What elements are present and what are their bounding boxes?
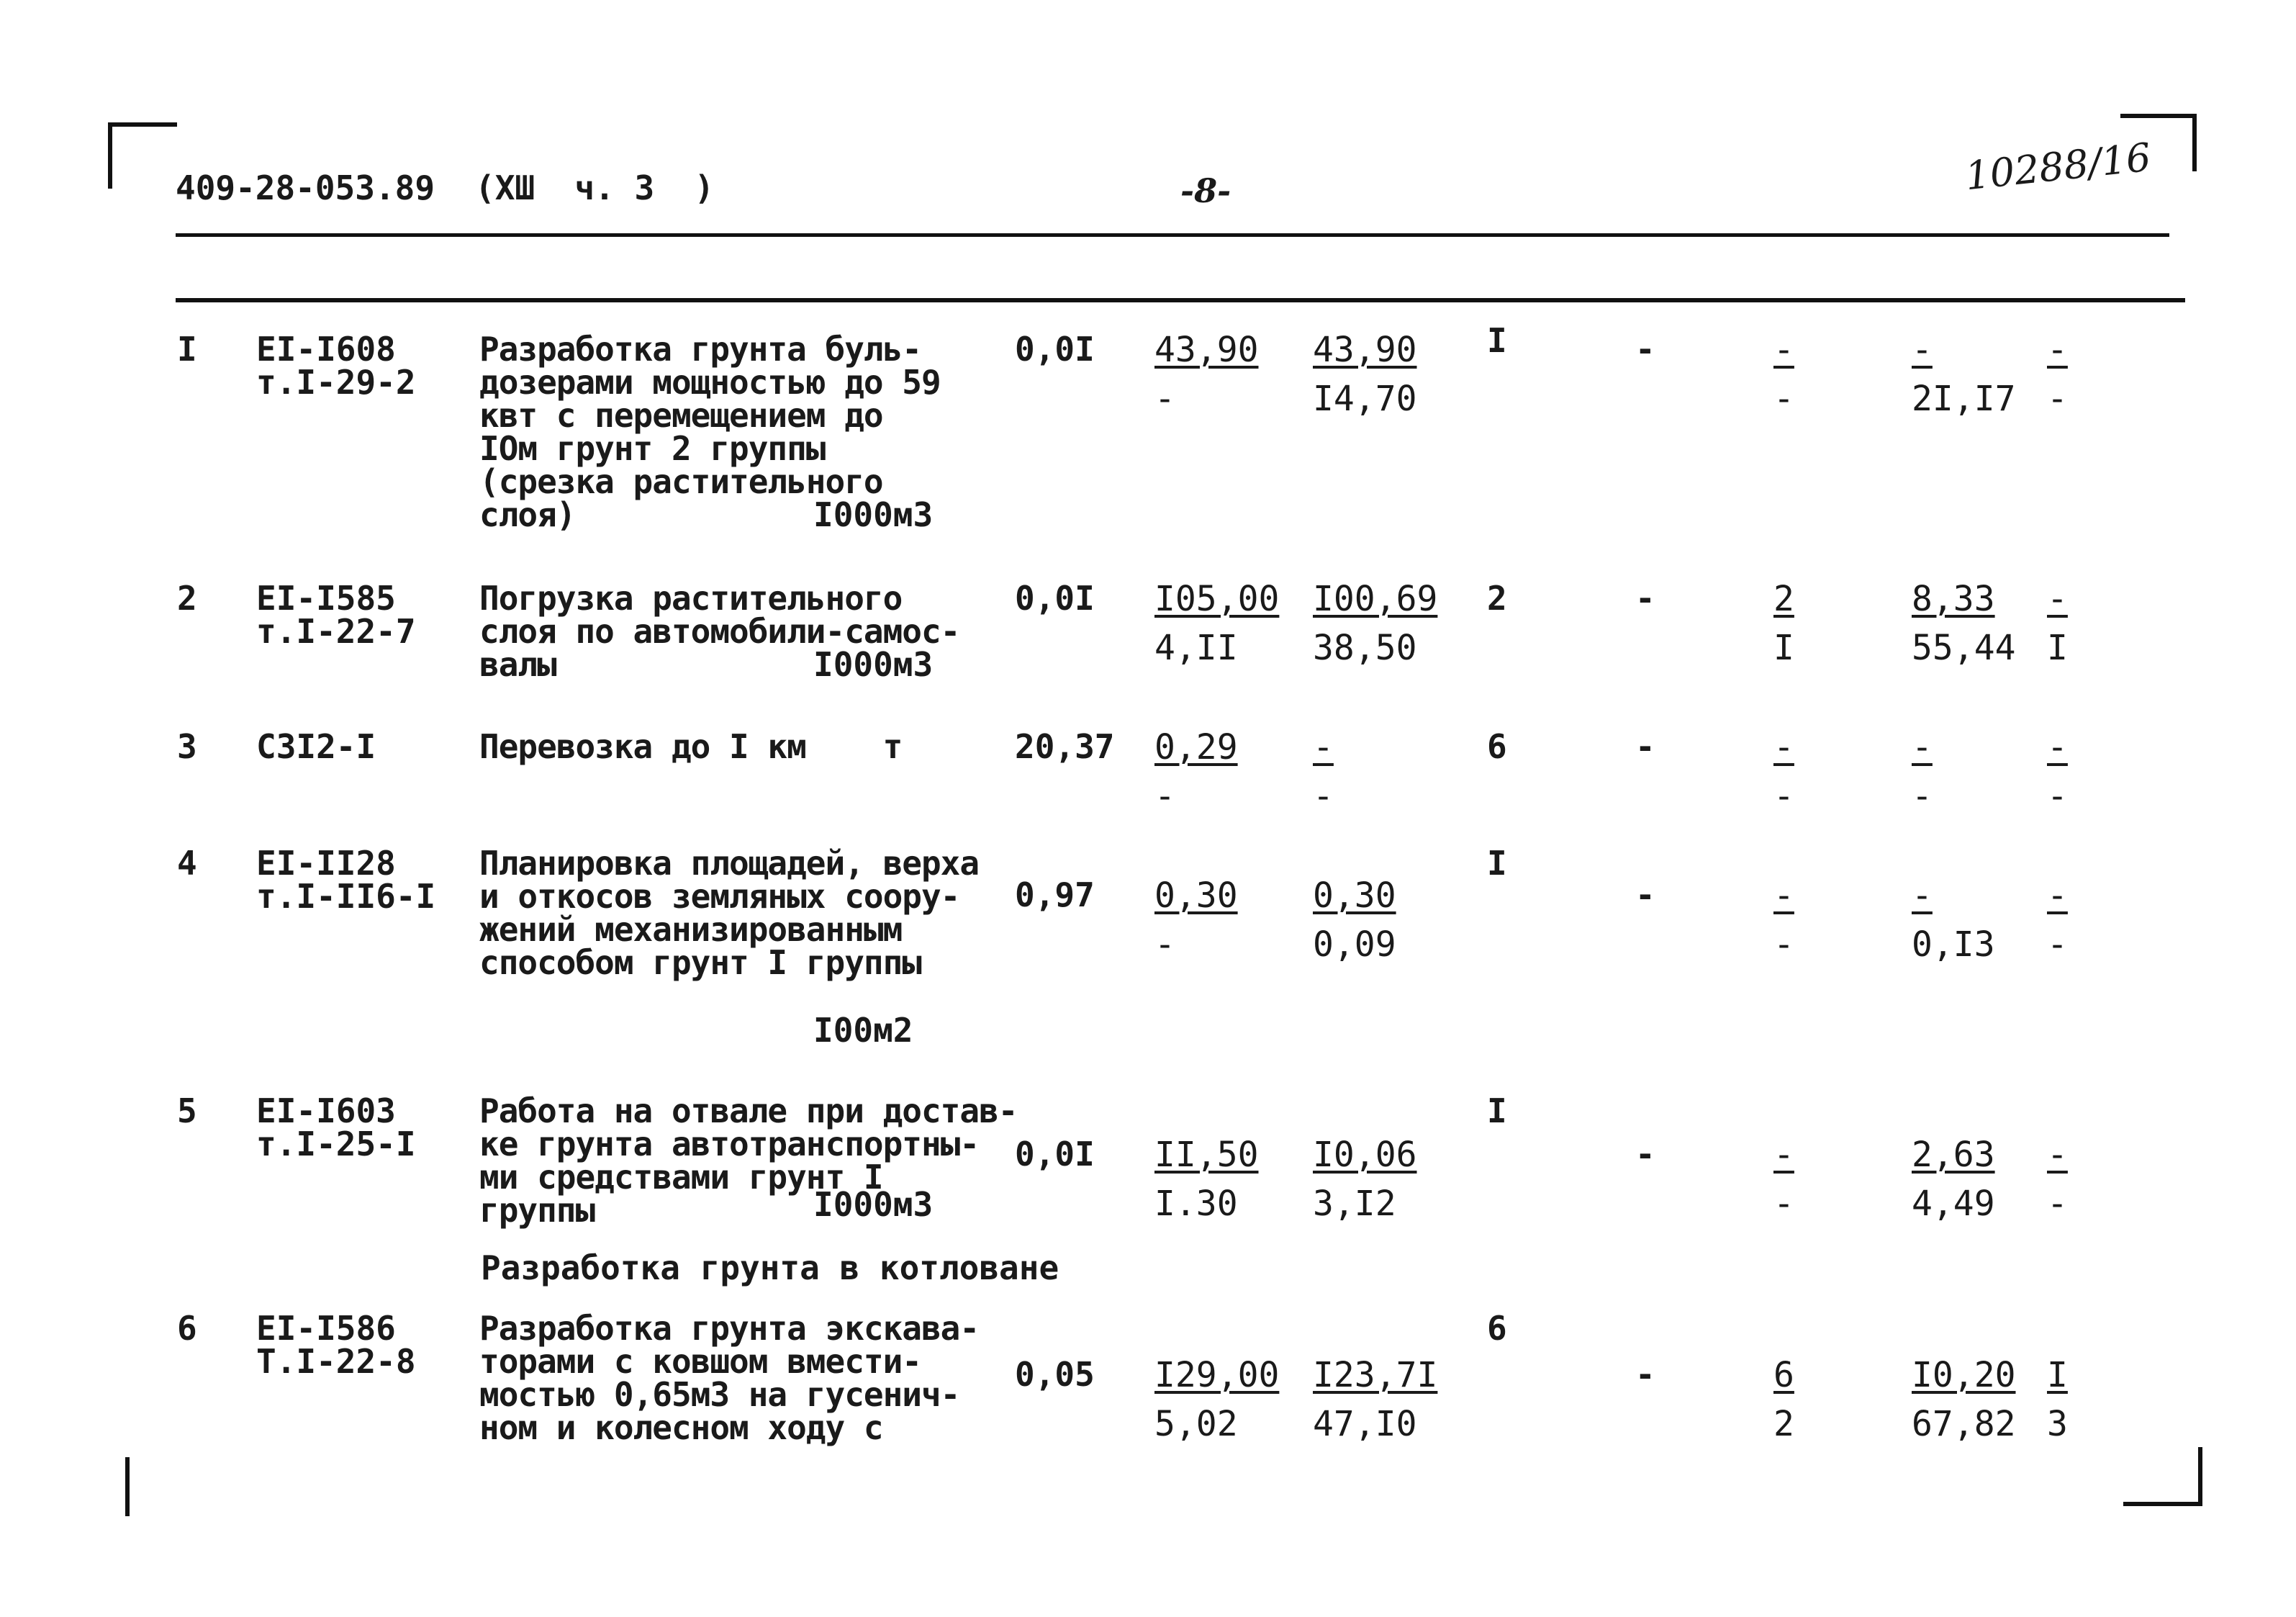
cost-c5-numerator: 2 [1773,579,1794,619]
cost-c1 [1154,579,1280,668]
dash-cell: - [1635,330,1655,369]
cost-c2-numerator: I0,06 [1313,1135,1417,1175]
quantity: 0,0I [1015,330,1095,369]
dash-cell: - [1635,579,1655,618]
cost-c6-denominator: - [1912,776,1933,816]
measure-unit: I00м2 [813,1011,913,1050]
cost-c6-numerator: 2,63 [1912,1135,1995,1175]
cost-c2-denominator: I4,70 [1313,379,1417,419]
cost-c5 [1773,1355,1794,1444]
row-number: 4 [177,844,197,883]
row-number: 2 [177,579,197,618]
rate-code: C3I2-I [256,727,376,766]
work-description: Работа на отвале при достав- ке грунта автотранспортны- ми средствами грунт I группы [479,1091,1018,1230]
cost-c1 [1154,1355,1280,1444]
cost-c6-numerator: - [1912,727,1933,767]
cost-c2 [1313,1135,1417,1224]
cost-c2 [1313,1355,1438,1444]
cost-c7 [2047,330,2068,419]
category-code: I [1487,321,1507,360]
frame-corner-bottom-right [2198,1447,2202,1506]
cost-c1-denominator: 4,II [1154,628,1238,668]
cost-c2-denominator: - [1313,776,1334,816]
rate-code: EI-I586 [256,1309,396,1348]
rate-code: EI-I603 [256,1091,396,1130]
frame-corner-top-left [108,122,112,189]
quantity: 0,0I [1015,579,1095,618]
cost-c6 [1912,875,1995,965]
rate-reference: т.I-25-I [256,1125,416,1163]
cost-c6-denominator: 55,44 [1912,628,2016,668]
rate-reference: т.I-29-2 [256,363,416,402]
cost-c7-numerator: - [2047,727,2068,767]
cost-c2 [1313,727,1334,816]
cost-c7-denominator: - [2047,1184,2068,1224]
cost-c5-numerator: - [1773,330,1794,370]
frame-corner-bottom-right-h [2123,1502,2202,1506]
cost-c6-denominator: 0,I3 [1912,924,1995,965]
dash-cell: - [1635,727,1655,766]
cost-c1-denominator: I.30 [1154,1184,1238,1224]
cost-c2 [1313,330,1417,419]
cost-c7-numerator: - [2047,330,2068,370]
cost-c6 [1912,1135,1995,1224]
page-number: -8- [1180,171,1231,210]
cost-c2-denominator: 3,I2 [1313,1184,1396,1224]
cost-c5-numerator: 6 [1773,1355,1794,1395]
work-description: Разработка грунта буль- дозерами мощностью до 59 квт с перемещением до IОм грунт 2 группы (срезка растительного слоя) [479,330,941,534]
cost-c7 [2047,727,2068,816]
cost-c6-numerator: - [1912,875,1933,916]
frame-corner-top-right-h [2120,114,2197,118]
document-code: 409-28-053.89 [176,168,435,207]
cost-c5 [1773,579,1794,668]
rate-code: EI-II28 [256,844,396,883]
cost-c5-denominator: I [1773,628,1794,668]
cost-c7-denominator: - [2047,776,2068,816]
work-description: Перевозка до I км т [479,727,903,766]
dash-cell: - [1635,1355,1655,1394]
cost-c7 [2047,1355,2068,1444]
cost-c2-numerator: 43,90 [1313,330,1417,370]
cost-c6-denominator: 4,49 [1912,1184,1995,1224]
document-part: (XШ ч. 3 ) [475,168,715,207]
cost-c1-denominator: 5,02 [1154,1404,1238,1444]
cost-c1 [1154,875,1238,965]
cost-c5 [1773,1135,1794,1224]
cost-c1-numerator: 0,29 [1154,727,1238,767]
cost-c2-numerator: - [1313,727,1334,767]
measure-unit: I000м3 [813,1185,934,1224]
cost-c6-numerator: 8,33 [1912,579,1995,619]
cost-c6-denominator: 67,82 [1912,1404,2016,1444]
rate-reference: т.I-22-7 [256,612,416,651]
header-rule [176,233,2169,237]
cost-c5-denominator: - [1773,379,1794,419]
cost-c6 [1912,727,1933,816]
measure-unit: I000м3 [813,495,934,534]
dash-cell: - [1635,1135,1655,1174]
cost-c1-denominator: - [1154,924,1175,965]
category-code: 6 [1487,1309,1507,1348]
row-number: 3 [177,727,197,766]
cost-c7-denominator: - [2047,924,2068,965]
dash-cell: - [1635,875,1655,914]
cost-c5-numerator: - [1773,875,1794,916]
category-code: 2 [1487,579,1507,618]
cost-c1-numerator: I05,00 [1154,579,1280,619]
cost-c5-denominator: - [1773,776,1794,816]
cost-c5-numerator: - [1773,727,1794,767]
cost-c2 [1313,875,1396,965]
cost-c6-numerator: - [1912,330,1933,370]
cost-c5 [1773,330,1794,419]
section-title: Разработка грунта в котловане [481,1248,1059,1287]
row-number: I [177,330,197,369]
rate-code: EI-I608 [256,330,396,369]
cost-c7-numerator: - [2047,875,2068,916]
cost-c1-numerator: 43,90 [1154,330,1259,370]
cost-c2 [1313,579,1438,668]
cost-c2-numerator: I23,7I [1313,1355,1438,1395]
cost-c1 [1154,727,1238,816]
table-top-rule [176,298,2185,302]
cost-c5 [1773,727,1794,816]
cost-c5-denominator: 2 [1773,1404,1794,1444]
cost-c5-denominator: - [1773,924,1794,965]
cost-c1 [1154,1135,1259,1224]
work-description: Планировка площадей, верха и откосов земляных соору- жений механизированным способом грунт I группы [479,844,980,982]
cost-c7-numerator: - [2047,1135,2068,1175]
cost-c7 [2047,1135,2068,1224]
quantity: 0,97 [1015,875,1095,914]
rate-reference: Т.I-22-8 [256,1342,416,1381]
cost-c6-numerator: I0,20 [1912,1355,2016,1395]
cost-c1-denominator: - [1154,379,1175,419]
cost-c2-denominator: 0,09 [1313,924,1396,965]
category-code: I [1487,844,1507,883]
frame-corner-top-left-h [108,122,177,127]
rate-code: EI-I585 [256,579,396,618]
cost-c1-denominator: - [1154,776,1175,816]
cost-c2-denominator: 47,I0 [1313,1404,1417,1444]
category-code: 6 [1487,727,1507,766]
measure-unit: I000м3 [813,645,934,684]
cost-c7-numerator: - [2047,579,2068,619]
frame-corner-bottom-left [125,1457,130,1516]
row-number: 5 [177,1091,197,1130]
cost-c5-numerator: - [1773,1135,1794,1175]
frame-corner-top-right [2192,114,2197,171]
cost-c2-denominator: 38,50 [1313,628,1417,668]
cost-c6-denominator: 2I,I7 [1912,379,2016,419]
archive-number: 10288/16 [1963,134,2153,199]
cost-c7-denominator: I [2047,628,2068,668]
quantity: 20,37 [1015,727,1115,766]
category-code: I [1487,1091,1507,1130]
cost-c6 [1912,1355,2016,1444]
cost-c5-denominator: - [1773,1184,1794,1224]
cost-c2-numerator: 0,30 [1313,875,1396,916]
cost-c1-numerator: 0,30 [1154,875,1238,916]
work-description: Погрузка растительного слоя по автомобили-самос- валы [479,579,960,684]
row-number: 6 [177,1309,197,1348]
cost-c7-denominator: - [2047,379,2068,419]
cost-c6 [1912,579,2016,668]
rate-reference: т.I-II6-I [256,877,436,916]
work-description: Разработка грунта экскава- торами с ковшом вмести- мостью 0,65м3 на гусенич- ном и колесном ходу с [479,1309,980,1447]
cost-c7-numerator: I [2047,1355,2068,1395]
quantity: 0,05 [1015,1355,1095,1394]
cost-c2-numerator: I00,69 [1313,579,1438,619]
cost-c1-numerator: I29,00 [1154,1355,1280,1395]
cost-c7 [2047,875,2068,965]
cost-c6 [1912,330,2016,419]
quantity: 0,0I [1015,1135,1095,1174]
cost-c1-numerator: II,50 [1154,1135,1259,1175]
cost-c1 [1154,330,1259,419]
cost-c7 [2047,579,2068,668]
cost-c5 [1773,875,1794,965]
cost-c7-denominator: 3 [2047,1404,2068,1444]
